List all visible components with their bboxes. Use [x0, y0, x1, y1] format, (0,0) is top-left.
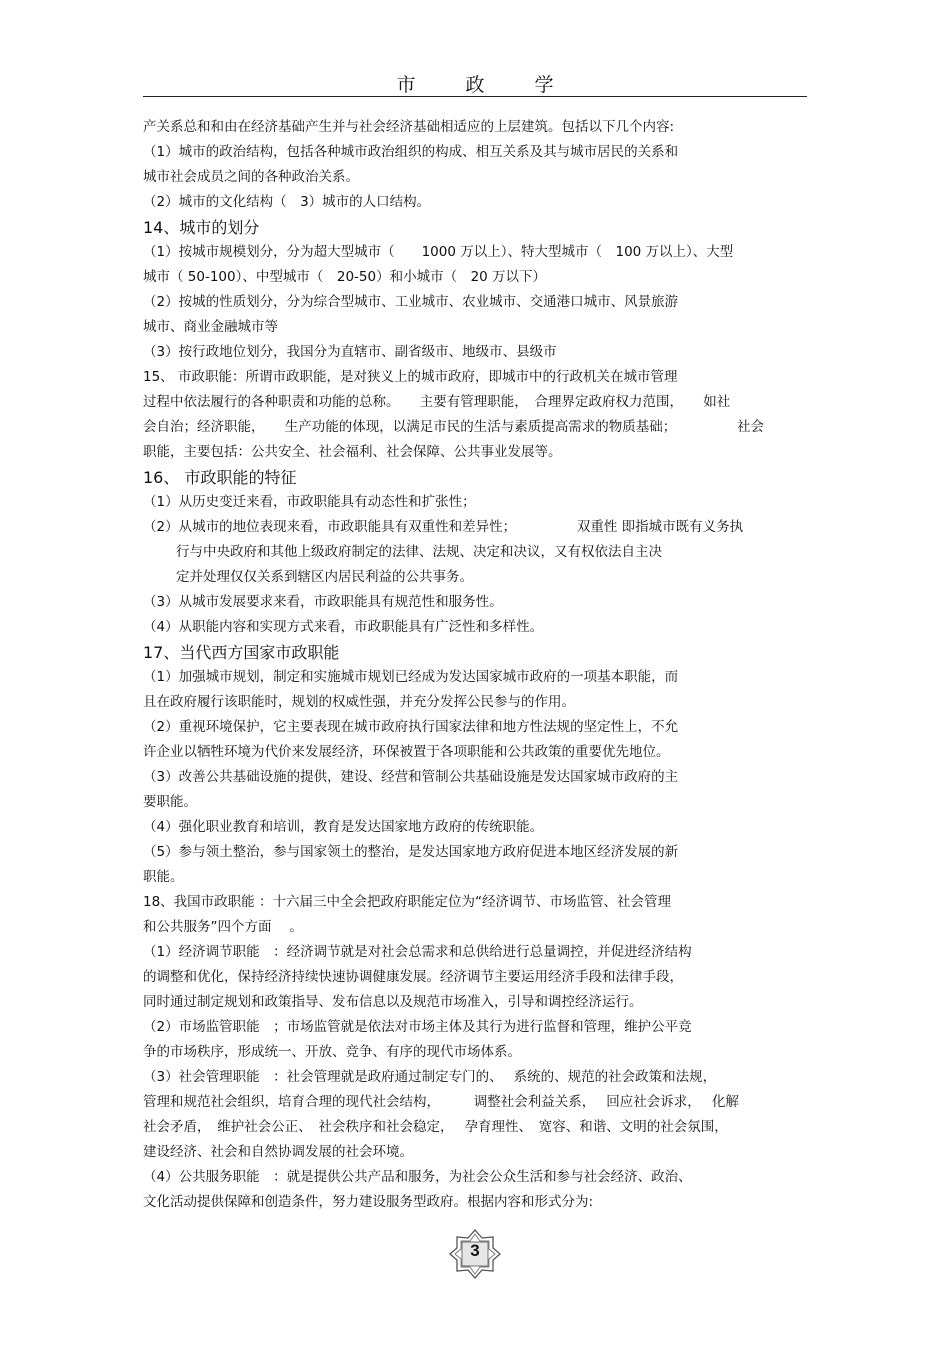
section-heading: 16、 市政职能的特征 [143, 468, 297, 487]
text-line: （3）改善公共基础设施的提供，建设、经营和管制公共基础设施是发达国家城市政府的主 [143, 769, 679, 785]
text-line: （1）经济调节职能 ：经济调节就是对社会总需求和总供给进行总量调控，并促进经济结构 [143, 944, 692, 960]
section-heading: 17、当代西方国家市政职能 [143, 643, 340, 662]
text-line: （1）从历史变迁来看，市政职能具有动态性和扩张性； [143, 494, 476, 510]
text-line: 15、 市政职能：所谓市政职能，是对狭义上的城市政府，即城市中的行政机关在城市管理 [143, 369, 678, 385]
text-line: （5）参与领土整治，参与国家领土的整治，是发达国家地方政府促进本地区经济发展的新 [143, 844, 679, 860]
text-line: 的调整和优化，保持经济持续快速协调健康发展。经济调节主要运用经济手段和法律手段， [143, 969, 683, 985]
text-line: 行与中央政府和其他上级政府制定的法律、法规、决定和决议，又有权依法自主决 [176, 544, 662, 560]
section-heading: 14、城市的划分 [143, 218, 260, 237]
text-line: 要职能。 [143, 794, 197, 810]
text-line: 过程中依法履行的各种职责和功能的总称。 主要有管理职能， 合理界定政府权力范围， 如社 [143, 394, 731, 410]
text-line: （4）公共服务职能 ：就是提供公共产品和服务，为社会公众生活和参与社会经济、政治、 [143, 1169, 692, 1185]
page-number: 3 [470, 1241, 480, 1260]
document-body [143, 115, 805, 1215]
text-line: （3）从城市发展要求来看，市政职能具有规范性和服务性。 [143, 594, 503, 610]
text-line: （2）重视环境保护，它主要表现在城市政府执行国家法律和地方性法规的坚定性上，不允 [143, 719, 679, 735]
text-line: 建设经济、社会和自然协调发展的社会环境。 [143, 1144, 413, 1160]
text-line: 城市（ 50-100）、中型城市（ 20-50）和小城市（ 20 万以下） [143, 269, 547, 285]
text-line: 社会矛盾， 维护社会公正、 社会秩序和社会稳定， 孕育理性、 宽容、和谐、文明的社会氛围， [143, 1119, 728, 1135]
text-line: （3）按行政地位划分，我国分为直辖市、副省级市、地级市、县级市 [143, 344, 557, 360]
text-line: 职能，主要包括：公共安全、社会福利、社会保障、公共事业发展等。 [143, 444, 562, 460]
text-line: 且在政府履行该职能时，规划的权威性强，并充分发挥公民参与的作用。 [143, 694, 575, 710]
text-line: （1）按城市规模划分，分为超大型城市（ 1000 万以上）、特大型城市（ 100 万以上）、大型 [143, 244, 734, 260]
text-line: （1）加强城市规划，制定和实施城市规划已经成为发达国家城市政府的一项基本职能，而 [143, 669, 679, 685]
page-number-badge [449, 1229, 501, 1279]
text-line: 许企业以牺牲环境为代价来发展经济，环保被置于各项职能和公共政策的重要优先地位。 [143, 744, 670, 760]
text-line: （3）社会管理职能 ：社会管理就是政府通过制定专门的、 系统的、规范的社会政策和法规， [143, 1069, 717, 1085]
text-line: 争的市场秩序，形成统一、开放、竞争、有序的现代市场体系。 [143, 1044, 521, 1060]
text-line: 管理和规范社会组织，培育合理的现代社会结构， 调整社会利益关系， 回应社会诉求， 化解 [143, 1094, 739, 1110]
text-line: 城市社会成员之间的各种政治关系。 [143, 169, 359, 185]
text-line: 职能。 [143, 869, 184, 885]
text-line: 会自治；经济职能， 生产功能的体现，以满足市民的生活与素质提高需求的物质基础； 社会 [143, 419, 764, 435]
page-header-title: 市 政 学 [396, 74, 576, 96]
text-line: 产关系总和和由在经济基础产生并与社会经济基础相适应的上层建筑。包括以下几个内容: [143, 119, 675, 135]
text-line: （2）城市的文化结构（ 3）城市的人口结构。 [143, 194, 431, 210]
text-line: 文化活动提供保障和创造条件，努力建设服务型政府。根据内容和形式分为: [143, 1194, 594, 1210]
text-line: 定并处理仅仅关系到辖区内居民利益的公共事务。 [176, 569, 473, 585]
header-divider [143, 96, 807, 97]
text-line: 和公共服务”四个方面 。 [143, 919, 303, 935]
text-line: 同时通过制定规划和政策指导、发布信息以及规范市场准入，引导和调控经济运行。 [143, 994, 643, 1010]
text-line: （1）城市的政治结构，包括各种城市政治组织的构成、相互关系及其与城市居民的关系和 [143, 144, 679, 160]
text-line: 城市、商业金融城市等 [143, 319, 278, 335]
text-line: 18、我国市政职能 ：十六届三中全会把政府职能定位为“经济调节、市场监管、社会管理 [143, 894, 671, 910]
text-line: （4）强化职业教育和培训，教育是发达国家地方政府的传统职能。 [143, 819, 544, 835]
text-line: （2）按城的性质划分，分为综合型城市、工业城市、农业城市、交通港口城市、风景旅游 [143, 294, 679, 310]
text-line: （2）从城市的地位表现来看，市政职能具有双重性和差异性； 双重性 即指城市既有义务执 [143, 519, 744, 535]
text-line: （2）市场监管职能 ；市场监管就是依法对市场主体及其行为进行监督和管理，维护公平竞 [143, 1019, 692, 1035]
text-line: （4）从职能内容和实现方式来看，市政职能具有广泛性和多样性。 [143, 619, 544, 635]
